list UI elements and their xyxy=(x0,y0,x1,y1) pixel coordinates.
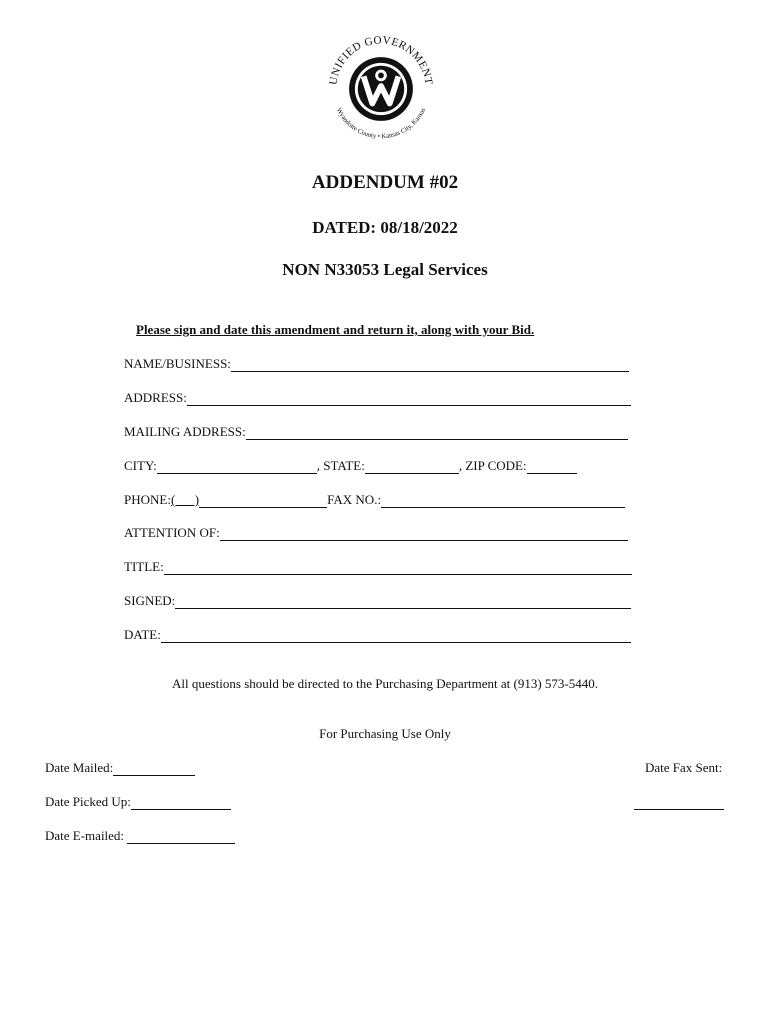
seal-top-text: UNIFIED GOVERNMENT xyxy=(327,34,435,86)
name-business-label: NAME/BUSINESS: xyxy=(124,356,231,371)
title-label: TITLE: xyxy=(124,559,164,574)
date-label: DATE: xyxy=(124,627,161,642)
date-picked-up-label: Date Picked Up: xyxy=(45,794,131,809)
attention-label: ATTENTION OF: xyxy=(124,525,220,540)
date-emailed-row xyxy=(45,824,235,844)
unified-government-seal xyxy=(323,30,439,146)
city-field[interactable] xyxy=(157,459,317,474)
addendum-title: ADDENDUM #02 xyxy=(311,172,459,193)
city-state-zip-row xyxy=(124,454,577,474)
name-business-row xyxy=(124,352,629,372)
signed-label: SIGNED: xyxy=(124,593,176,608)
date-mailed-label: Date Mailed: xyxy=(45,760,114,775)
fax-field[interactable] xyxy=(381,493,625,508)
date-mailed-row xyxy=(45,756,195,776)
date-picked-up-field[interactable] xyxy=(131,795,231,810)
mailing-address-field[interactable] xyxy=(246,425,628,440)
state-label: , STATE: xyxy=(316,458,365,473)
date-mailed-field[interactable] xyxy=(113,761,195,776)
date-row xyxy=(124,623,631,643)
phone-label: PHONE: xyxy=(124,492,171,507)
title-field[interactable] xyxy=(164,560,632,575)
seal-bottom-text: Wyandotte County • Kansas City, Kansas xyxy=(334,106,428,141)
title-row xyxy=(124,555,632,575)
signed-field[interactable] xyxy=(175,594,631,609)
date-fax-sent-label: Date Fax Sent: xyxy=(645,760,723,775)
seal-logo-icon xyxy=(323,30,439,146)
zip-label: , ZIP CODE: xyxy=(458,458,527,473)
attention-field[interactable] xyxy=(220,526,628,541)
date-emailed-label: Date E-mailed: xyxy=(45,828,128,843)
zip-field[interactable] xyxy=(527,459,577,474)
mailing-address-label: MAILING ADDRESS: xyxy=(124,424,246,439)
attention-row xyxy=(124,521,628,541)
dated-line: DATED: 08/18/2022 xyxy=(312,218,458,237)
signed-row xyxy=(124,589,631,609)
date-emailed-field[interactable] xyxy=(127,829,235,844)
address-label: ADDRESS: xyxy=(124,390,187,405)
instruction-text: Please sign and date this amendment and return it, along with your Bid. xyxy=(136,322,535,337)
date-fax-sent-line-row xyxy=(634,790,724,810)
phone-area-code-field[interactable]: ( ) xyxy=(170,492,200,507)
address-field[interactable] xyxy=(187,391,631,406)
fax-label: FAX NO.: xyxy=(327,492,382,507)
date-field[interactable] xyxy=(161,628,631,643)
date-picked-up-row xyxy=(45,790,231,810)
state-field[interactable] xyxy=(365,459,459,474)
project-title: NON N33053 Legal Services xyxy=(282,260,488,279)
address-row xyxy=(124,386,631,406)
date-fax-sent-field[interactable] xyxy=(634,795,724,810)
mailing-address-row xyxy=(124,420,628,440)
phone-field[interactable] xyxy=(199,493,327,508)
date-fax-sent-row xyxy=(645,756,722,776)
contact-note: All questions should be directed to the Purchasing Department at (913) 573-5440. xyxy=(171,676,599,691)
city-label: CITY: xyxy=(124,458,157,473)
phone-fax-row xyxy=(124,488,625,508)
name-business-field[interactable] xyxy=(231,357,629,372)
purchasing-heading: For Purchasing Use Only xyxy=(319,726,451,741)
